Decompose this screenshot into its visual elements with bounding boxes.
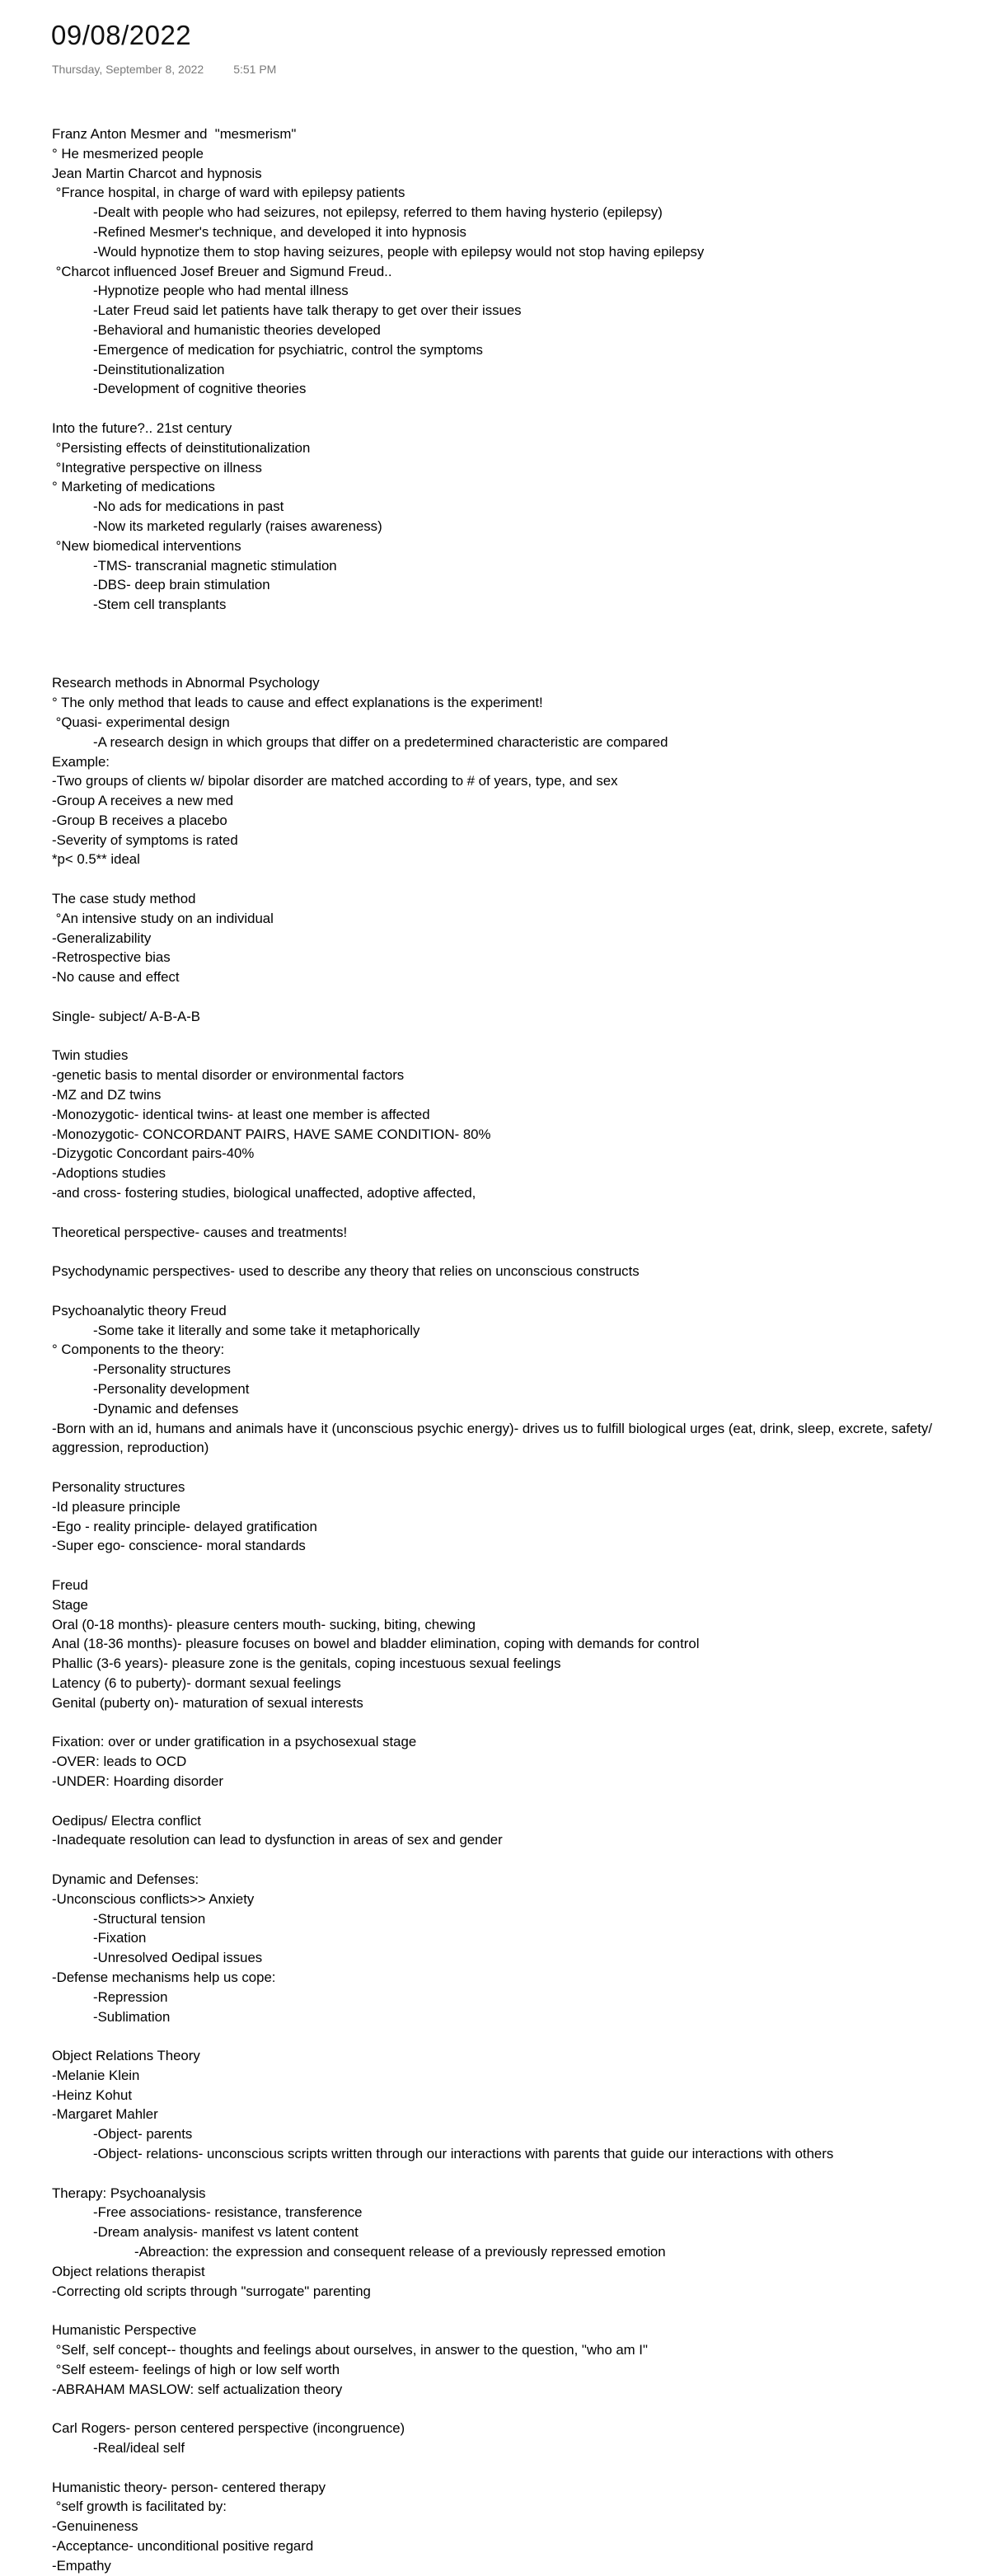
note-line: -Free associations- resistance, transference bbox=[93, 2204, 363, 2221]
blank-line bbox=[52, 2301, 987, 2321]
note-line: Latency (6 to puberty)- dormant sexual feelings bbox=[52, 1674, 341, 1691]
note-line: ° Components to the theory: bbox=[52, 1342, 225, 1358]
note-line: -MZ and DZ twins bbox=[52, 1087, 162, 1103]
note-line: Carl Rogers- person centered perspective (incongruence) bbox=[52, 2420, 405, 2437]
note-line: -No ads for medications in past bbox=[93, 499, 284, 515]
note-date: Thursday, September 8, 2022 bbox=[52, 63, 204, 76]
note-line: -Adoptions studies bbox=[52, 1165, 166, 1182]
note-body[interactable] bbox=[52, 124, 987, 2576]
note-timestamp bbox=[52, 63, 276, 76]
note-line: -OVER: leads to OCD bbox=[52, 1754, 187, 1770]
blank-line bbox=[52, 1203, 987, 1223]
blank-line bbox=[52, 635, 987, 654]
blank-line bbox=[52, 2399, 987, 2419]
note-line: -Object- parents bbox=[93, 2126, 193, 2143]
note-line: The case study method bbox=[52, 891, 196, 907]
blank-line bbox=[52, 2164, 987, 2184]
note-title[interactable]: 09/08/2022 bbox=[51, 20, 192, 50]
note-line: -A research design in which groups that differ on a predetermined characteristic are compared bbox=[93, 733, 668, 750]
note-line: °Self, self concept-- thoughts and feelings about ourselves, in answer to the question, "who am I" bbox=[52, 2342, 648, 2358]
note-time: 5:51 PM bbox=[233, 63, 277, 76]
blank-line bbox=[52, 1281, 987, 1301]
note-line: Personality structures bbox=[52, 1478, 185, 1495]
note-line: -Abreaction: the expression and consequent release of a previously repressed emotion bbox=[134, 2244, 666, 2260]
blank-line bbox=[52, 1027, 987, 1047]
note-line: -Ego - reality principle- delayed gratification bbox=[52, 1518, 317, 1534]
note-line: Into the future?.. 21st century bbox=[52, 419, 232, 436]
note-line: -ABRAHAM MASLOW: self actualization theory bbox=[52, 2381, 343, 2397]
note-line: -Correcting old scripts through "surrogate" parenting bbox=[52, 2283, 371, 2299]
note-line: Humanistic theory- person- centered therapy bbox=[52, 2479, 326, 2495]
note-line: °Self esteem- feelings of high or low self worth bbox=[52, 2361, 340, 2377]
blank-line bbox=[52, 399, 987, 419]
note-line: -Would hypnotize them to stop having seizures, people with epilepsy would not stop having epilepsy bbox=[93, 243, 705, 260]
note-line: -Super ego- conscience- moral standards bbox=[52, 1538, 306, 1554]
note-line: -Inadequate resolution can lead to dysfunction in areas of sex and gender bbox=[52, 1832, 503, 1848]
note-line: -Later Freud said let patients have talk therapy to get over their issues bbox=[93, 302, 522, 319]
note-line: Single- subject/ A-B-A-B bbox=[52, 1008, 201, 1024]
note-line: -Margaret Mahler bbox=[52, 2106, 158, 2123]
note-line: -Id pleasure principle bbox=[52, 1498, 180, 1515]
note-line: °Integrative perspective on illness bbox=[52, 459, 262, 475]
note-line: Psychoanalytic theory Freud bbox=[52, 1302, 227, 1318]
note-line: °France hospital, in charge of ward with epilepsy patients bbox=[52, 185, 405, 201]
note-line: ° He mesmerized people bbox=[52, 145, 204, 162]
note-line: -UNDER: Hoarding disorder bbox=[52, 1773, 223, 1789]
note-line: -Monozygotic- CONCORDANT PAIRS, HAVE SAME CONDITION- 80% bbox=[52, 1126, 491, 1142]
note-line: -Generalizability bbox=[52, 930, 152, 946]
note-line: -Behavioral and humanistic theories developed bbox=[93, 321, 381, 338]
note-line: Twin studies bbox=[52, 1047, 129, 1064]
note-line: -Object- relations- unconscious scripts written through our interactions with parents that guide our interactions with others bbox=[93, 2146, 834, 2162]
note-line: -Retrospective bias bbox=[52, 949, 171, 966]
note-line: -Dizygotic Concordant pairs-40% bbox=[52, 1145, 255, 1162]
note-line: -Real/ideal self bbox=[93, 2440, 185, 2457]
note-line: Psychodynamic perspectives- used to describe any theory that relies on unconscious constructs bbox=[52, 1263, 640, 1280]
note-line: Anal (18-36 months)- pleasure focuses on bowel and bladder elimination, coping with demands for control bbox=[52, 1636, 700, 1652]
note-line: °Quasi- experimental design bbox=[52, 714, 230, 730]
note-line: -DBS- deep brain stimulation bbox=[93, 577, 270, 593]
note-line: -and cross- fostering studies, biological unaffected, adoptive affected, bbox=[52, 1185, 476, 1201]
note-line: -Dynamic and defenses bbox=[93, 1400, 239, 1417]
note-line: Franz Anton Mesmer and "mesmerism" bbox=[52, 126, 297, 142]
note-line: -No cause and effect bbox=[52, 969, 180, 986]
note-line: -Dealt with people who had seizures, not epilepsy, referred to them having hysterio (epilepsy) bbox=[93, 204, 663, 221]
blank-line bbox=[52, 869, 987, 889]
note-line: -Born with an id, humans and animals have it (unconscious psychic energy)- drives us to fulfill biological urges (eat, drink, sleep, excrete, safety/ aggression, reproduction) bbox=[52, 1420, 932, 1456]
note-line: ° The only method that leads to cause and effect explanations is the experiment! bbox=[52, 695, 543, 711]
note-line: Theoretical perspective- causes and treatments! bbox=[52, 1224, 348, 1240]
note-line: -Structural tension bbox=[93, 1910, 206, 1927]
note-line: °Charcot influenced Josef Breuer and Sigmund Freud.. bbox=[52, 263, 392, 279]
note-line: Object relations therapist bbox=[52, 2263, 205, 2279]
note-line: -Emergence of medication for psychiatric, control the symptoms bbox=[93, 341, 483, 358]
note-line: -Acceptance- unconditional positive regard bbox=[52, 2538, 314, 2555]
note-line: -Repression bbox=[93, 1988, 168, 2005]
note-line: Genital (puberty on)- maturation of sexual interests bbox=[52, 1694, 363, 1711]
note-line: -Two groups of clients w/ bipolar disorder are matched according to # of years, type, and sex bbox=[52, 773, 618, 789]
note-line: -Dream analysis- manifest vs latent content bbox=[93, 2224, 359, 2241]
note-line: °New biomedical interventions bbox=[52, 537, 241, 554]
note-line: Phallic (3-6 years)- pleasure zone is the genitals, coping incestuous sexual feelings bbox=[52, 1656, 561, 1672]
note-line: -Unresolved Oedipal issues bbox=[93, 1950, 263, 1966]
note-line: -Sublimation bbox=[93, 2008, 171, 2025]
note-line: Oral (0-18 months)- pleasure centers mouth- sucking, biting, chewing bbox=[52, 1616, 476, 1632]
blank-line bbox=[52, 1242, 987, 1262]
note-line: -Unconscious conflicts>> Anxiety bbox=[52, 1890, 255, 1907]
blank-line bbox=[52, 654, 987, 674]
note-line: -Some take it literally and some take it metaphorically bbox=[93, 1322, 420, 1338]
note-line: Example: bbox=[52, 753, 110, 770]
note-line: -TMS- transcranial magnetic stimulation bbox=[93, 557, 337, 574]
note-line: -Defense mechanisms help us cope: bbox=[52, 1969, 276, 1985]
blank-line bbox=[52, 1458, 987, 1478]
note-line: -Severity of symptoms is rated bbox=[52, 831, 238, 848]
note-line: -Melanie Klein bbox=[52, 2067, 140, 2083]
blank-line bbox=[52, 1556, 987, 1576]
blank-line bbox=[52, 1850, 987, 1870]
note-line: -Heinz Kohut bbox=[52, 2087, 133, 2103]
note-line: -Deinstitutionalization bbox=[93, 361, 225, 377]
note-line: -Fixation bbox=[93, 1930, 147, 1946]
note-line: Oedipus/ Electra conflict bbox=[52, 1812, 201, 1829]
note-line: -genetic basis to mental disorder or environmental factors bbox=[52, 1067, 405, 1084]
note-line: -Empathy bbox=[52, 2557, 111, 2574]
note-line: Object Relations Theory bbox=[52, 2048, 200, 2064]
blank-line bbox=[52, 987, 987, 1007]
blank-line bbox=[52, 2026, 987, 2046]
note-line: -Personality development bbox=[93, 1381, 250, 1397]
note-line: Jean Martin Charcot and hypnosis bbox=[52, 165, 262, 181]
note-line: -Hypnotize people who had mental illness bbox=[93, 283, 349, 299]
note-line: Freud bbox=[52, 1576, 88, 1593]
note-line: -Group A receives a new med bbox=[52, 793, 234, 809]
note-line: -Group B receives a placebo bbox=[52, 812, 227, 828]
note-line: Dynamic and Defenses: bbox=[52, 1871, 199, 1887]
note-line: -Genuineness bbox=[52, 2518, 138, 2535]
note-line: °Persisting effects of deinstitutionalization bbox=[52, 439, 311, 456]
note-line: Therapy: Psychoanalysis bbox=[52, 2185, 206, 2201]
note-line: -Monozygotic- identical twins- at least one member is affected bbox=[52, 1106, 430, 1122]
note-line: -Development of cognitive theories bbox=[93, 381, 307, 397]
blank-line bbox=[52, 615, 987, 635]
note-line: -Now its marketed regularly (raises awareness) bbox=[93, 518, 382, 534]
note-line: ° Marketing of medications bbox=[52, 479, 215, 495]
note-line: -Refined Mesmer's technique, and developed it into hypnosis bbox=[93, 223, 466, 240]
note-line: °self growth is facilitated by: bbox=[52, 2499, 227, 2515]
blank-line bbox=[52, 2458, 987, 2478]
blank-line bbox=[52, 1791, 987, 1811]
note-line: -Stem cell transplants bbox=[93, 597, 227, 613]
note-line: *p< 0.5** ideal bbox=[52, 851, 140, 868]
blank-line bbox=[52, 1713, 987, 1733]
note-line: Fixation: over or under gratification in a psychosexual stage bbox=[52, 1734, 417, 1750]
note-line: Stage bbox=[52, 1596, 88, 1613]
note-line: -Personality structures bbox=[93, 1361, 231, 1378]
note-line: Humanistic Perspective bbox=[52, 2322, 197, 2339]
note-line: Research methods in Abnormal Psychology bbox=[52, 675, 320, 691]
note-line: °An intensive study on an individual bbox=[52, 910, 274, 926]
